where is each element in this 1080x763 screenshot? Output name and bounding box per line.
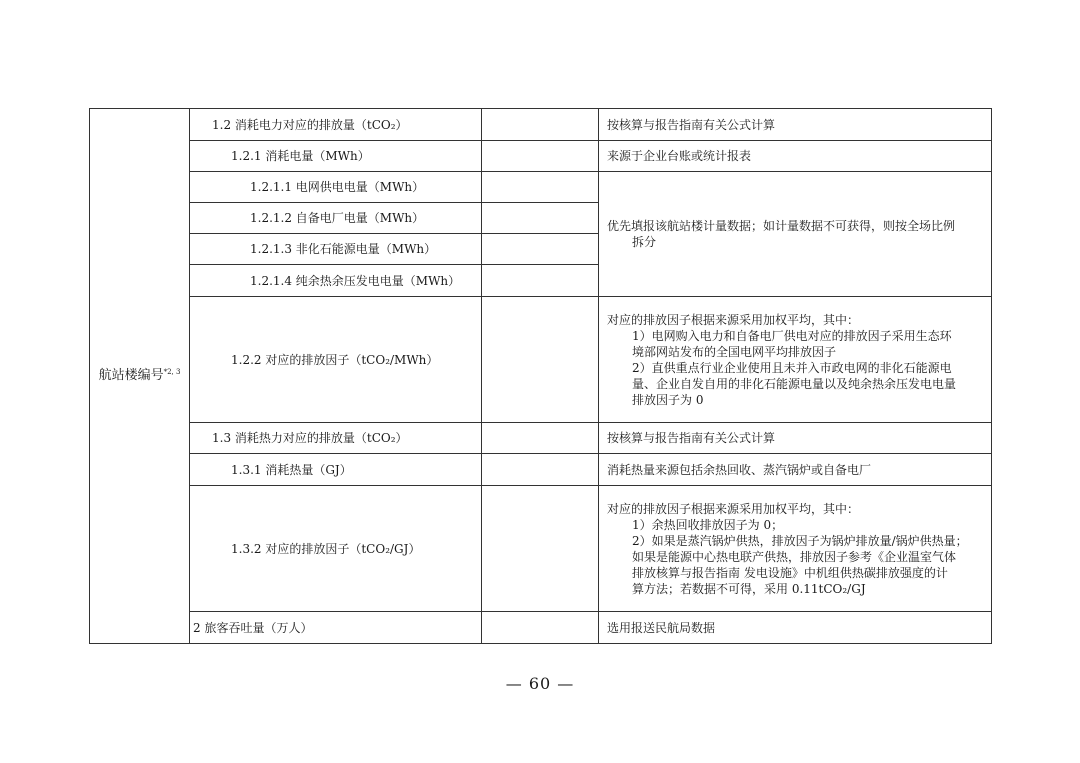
- note-cell: 按核算与报告指南有关公式计算: [599, 423, 992, 454]
- note-cell: 来源于企业台账或统计报表: [599, 141, 992, 172]
- table-row: [90, 109, 992, 141]
- item-cell: 2 旅客吞吐量（万人）: [190, 612, 482, 644]
- note-line: 对应的排放因子根据来源采用加权平均，其中：: [607, 312, 860, 327]
- value-cell[interactable]: [482, 141, 599, 172]
- value-cell[interactable]: [482, 109, 599, 141]
- item-cell: 1.2 消耗电力对应的排放量（tCO₂）: [190, 109, 482, 141]
- note-cell: 按核算与报告指南有关公式计算: [599, 109, 992, 141]
- item-cell: 1.2.2 对应的排放因子（tCO₂/MWh）: [190, 297, 482, 423]
- page-number: — 60 —: [505, 674, 575, 693]
- item-cell: 1.3 消耗热力对应的排放量（tCO₂）: [190, 423, 482, 454]
- note-cell: 消耗热量来源包括余热回收、蒸汽锅炉或自备电厂: [599, 454, 992, 486]
- note-line: 排放核算与报告指南 发电设施》中机组供热碳排放强度的计: [632, 565, 948, 580]
- note-line: 2）直供重点行业企业使用且未并入市政电网的非化石能源电: [632, 360, 952, 375]
- note-cell: 选用报送民航局数据: [599, 612, 992, 644]
- value-cell[interactable]: [482, 423, 599, 454]
- note-cell: [599, 297, 992, 423]
- footnote-marker: *2, 3: [163, 368, 181, 376]
- value-cell[interactable]: [482, 486, 599, 612]
- item-cell: 1.2.1.4 纯余热余压发电电量（MWh）: [190, 265, 482, 297]
- value-cell[interactable]: [482, 234, 599, 265]
- item-cell: 1.3.1 消耗热量（GJ）: [190, 454, 482, 486]
- item-cell: 1.2.1.1 电网供电电量（MWh）: [190, 172, 482, 203]
- note-cell: [599, 172, 992, 297]
- note-line: 排放因子为 0: [632, 392, 704, 407]
- note-line: 1）余热回收排放因子为 0；: [632, 517, 784, 532]
- terminal-number-label: 航站楼编号: [98, 368, 164, 383]
- table-row: [90, 454, 992, 486]
- note-line: 优先填报该航站楼计量数据；如计量数据不可获得，则按全场比例: [607, 219, 956, 233]
- terminal-number-cell: [90, 109, 190, 644]
- value-cell[interactable]: [482, 297, 599, 423]
- note-line: 算方法；若数据不可得，采用 0.11tCO₂/GJ: [632, 581, 866, 596]
- note-line: 如果是能源中心热电联产供热，排放因子参考《企业温室气体: [632, 549, 957, 564]
- value-cell[interactable]: [482, 265, 599, 297]
- table-row: [90, 612, 992, 644]
- data-table: [89, 108, 992, 644]
- item-cell: 1.2.1 消耗电量（MWh）: [190, 141, 482, 172]
- value-cell[interactable]: [482, 454, 599, 486]
- note-line: 对应的排放因子根据来源采用加权平均，其中：: [607, 501, 860, 516]
- value-cell[interactable]: [482, 203, 599, 234]
- note-line: 量、企业自发自用的非化石能源电量以及纯余热余压发电电量: [632, 376, 957, 391]
- item-cell: 1.2.1.3 非化石能源电量（MWh）: [190, 234, 482, 265]
- table-row: [90, 486, 992, 612]
- table-row: [90, 423, 992, 454]
- note-line: 1）电网购入电力和自备电厂供电对应的排放因子采用生态环: [632, 328, 952, 343]
- table-row: [90, 141, 992, 172]
- table-row: [90, 172, 992, 203]
- item-cell: 1.3.2 对应的排放因子（tCO₂/GJ）: [190, 486, 482, 612]
- value-cell[interactable]: [482, 612, 599, 644]
- note-cell: [599, 486, 992, 612]
- note-line: 拆分: [632, 235, 657, 249]
- table-row: [90, 297, 992, 423]
- note-line: 境部网站发布的全国电网平均排放因子: [632, 344, 837, 359]
- note-line: 2）如果是蒸汽锅炉供热，排放因子为锅炉排放量/锅炉供热量；: [632, 533, 968, 548]
- value-cell[interactable]: [482, 172, 599, 203]
- item-cell: 1.2.1.2 自备电厂电量（MWh）: [190, 203, 482, 234]
